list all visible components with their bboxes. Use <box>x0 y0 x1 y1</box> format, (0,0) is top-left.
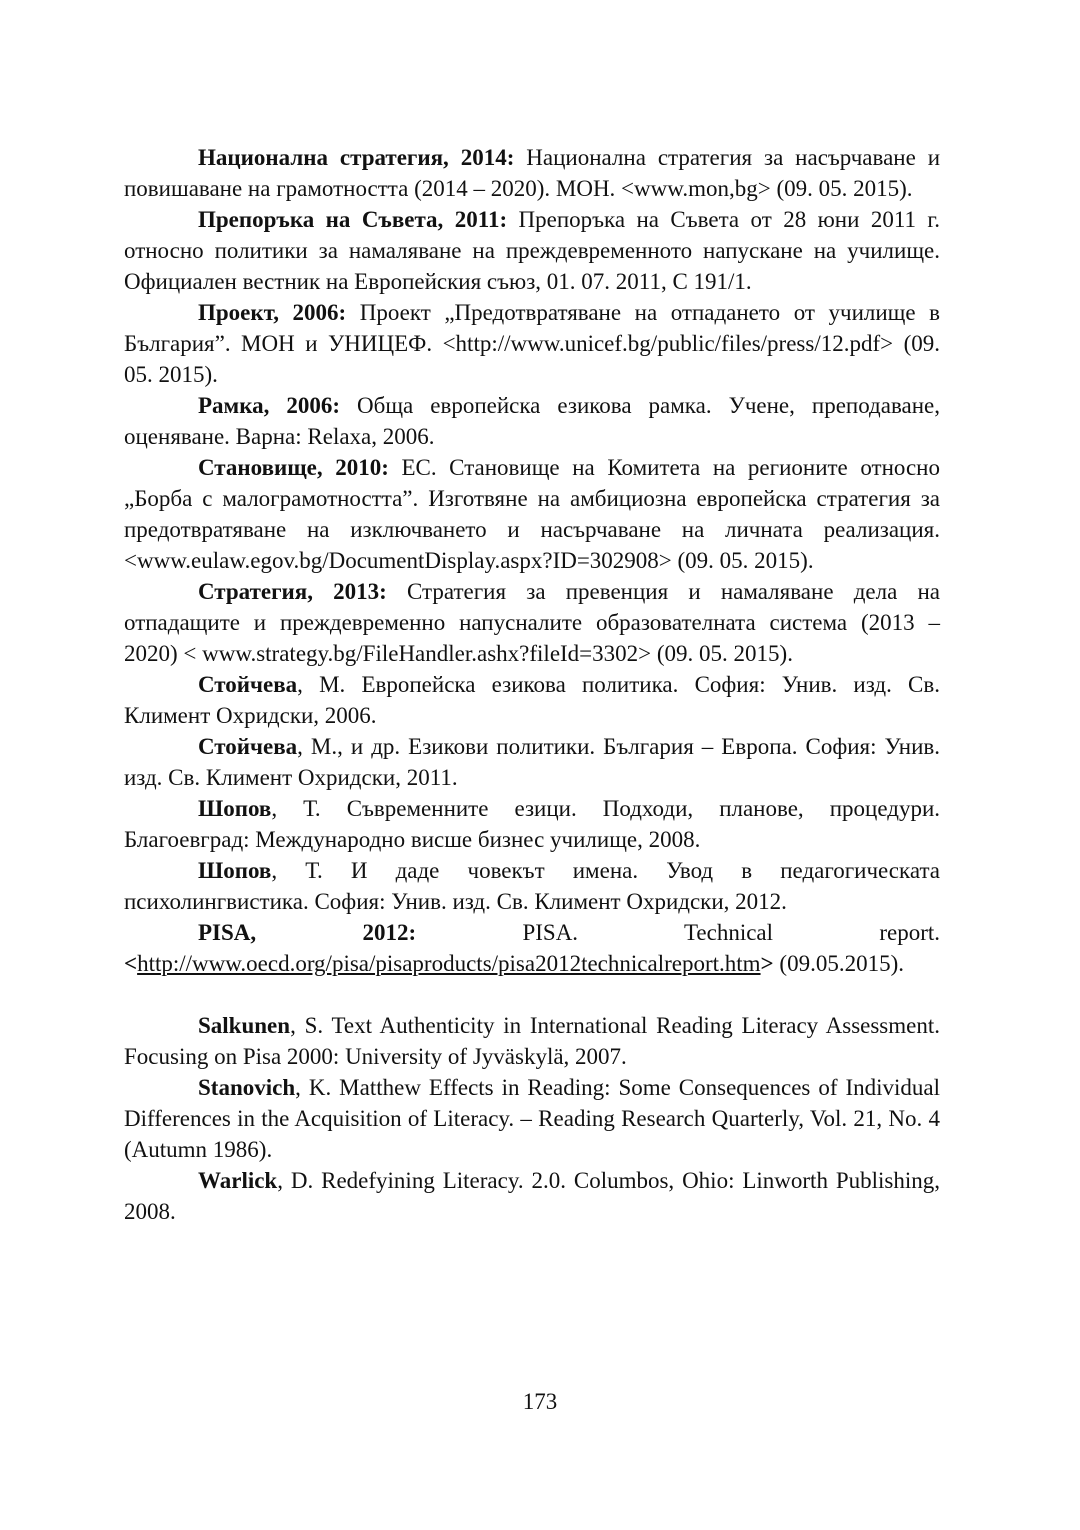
reference-author: Препоръка на Съвета, 2011: <box>198 207 508 232</box>
reference-text: PISA. Technical report. <box>416 920 941 945</box>
reference-entry <box>124 731 940 793</box>
reference-text: Проект „Предотвратяване на отпадането от училище в България”. МОН и УНИЦЕФ. <http://www.unicef.bg/public/files/press/12.pdf> (09. 05. 2015). <box>124 300 940 387</box>
reference-entry <box>124 297 940 390</box>
reference-author: Проект, 2006: <box>198 300 347 325</box>
reference-entry <box>124 1165 940 1227</box>
reference-author: Стойчева <box>198 672 298 697</box>
pisa-report-link[interactable]: http://www.oecd.org/pisa/pisaproducts/pisa2012technicalreport.htm <box>137 951 761 976</box>
section-spacer <box>124 979 940 1010</box>
open-bracket: < <box>124 951 138 976</box>
reference-text: ЕС. Становище на Комитета на регионите относно „Борба с малограмотността”. Изготвяне на амбициозна европейска стратегия за предотвратяване на изключването и насърчаване на личната реализация. <www.eulaw.egov.bg/DocumentDisplay.aspx?ID=302908> (09. 05. 2015). <box>124 455 940 573</box>
reference-author: Salkunen <box>198 1013 291 1038</box>
reference-entry <box>124 390 940 452</box>
reference-text: Стратегия за превенция и намаляване дела на отпадащите и преждевременно напусналите образователната система (2013 – 2020) < www.strategy.bg/FileHandler.ashx?fileId=3302> (09. 05. 2015). <box>124 579 940 666</box>
reference-entry <box>124 855 940 917</box>
reference-author: Шопов <box>198 858 272 883</box>
reference-author: PISA, 2012: <box>198 920 417 945</box>
reference-text: , Т. И даде човекът имена. Увод в педагогическата психолингвистика. София: Унив. изд. Св. Климент Охридски, 2012. <box>124 858 940 914</box>
reference-author: Шопов <box>198 796 272 821</box>
reference-text: , K. Matthew Effects in Reading: Some Consequences of Individual Differences in the Acquisition of Literacy. – Reading Research Quarterly, Vol. 21, No. 4 (Autumn 1986). <box>124 1075 940 1162</box>
reference-author: Стойчева <box>198 734 298 759</box>
close-bracket: > <box>760 951 774 976</box>
reference-author: Warlick <box>198 1168 278 1193</box>
reference-text: , Т. Съвременните езици. Подходи, планове, процедури. Благоевград: Международно висше бизнес училище, 2008. <box>124 796 940 852</box>
reference-text: , М. Европейска езикова политика. София: Унив. изд. Св. Климент Охридски, 2006. <box>124 672 940 728</box>
reference-text: , D. Redefyining Literacy. 2.0. Columbos, Ohio: Linworth Publishing, 2008. <box>124 1168 940 1224</box>
reference-text: Национална стратегия за насърчаване и повишаване на грамотността (2014 – 2020). МОН. <www.mon,bg> (09. 05. 2015). <box>124 145 941 201</box>
reference-entry <box>124 204 940 297</box>
reference-entry <box>124 576 940 669</box>
reference-entry <box>124 793 940 855</box>
reference-entry <box>124 669 940 731</box>
reference-entry-pisa <box>124 917 940 979</box>
reference-text: , М., и др. Езикови политики. България – Европа. София: Унив. изд. Св. Климент Охридски, 2011. <box>124 734 940 790</box>
reference-text: Обща европейска езикова рамка. Учене, преподаване, оценяване. Варна: Relaxa, 2006. <box>124 393 940 449</box>
reference-entry <box>124 1010 940 1072</box>
reference-text: , S. Text Authenticity in International Reading Literacy Assessment. Focusing on Pisa 2000: University of Jyväskylä, 2007. <box>124 1013 940 1069</box>
reference-author: Становище, 2010: <box>198 455 389 480</box>
reference-author: Stanovich <box>198 1075 296 1100</box>
reference-entry <box>124 452 940 576</box>
reference-author: Стратегия, 2013: <box>198 579 387 604</box>
page-number: 173 <box>522 1389 558 1414</box>
reference-text: Препоръка на Съвета от 28 юни 2011 г. относно политики за намаляване на преждевременното напускане на училище. Официален вестник на Европейския съюз, 01. 07. 2011, C 191/1. <box>124 207 940 294</box>
reference-author: Рамка, 2006: <box>198 393 341 418</box>
reference-entry <box>124 142 940 204</box>
reference-list <box>124 142 940 1227</box>
reference-author: Национална стратегия, 2014: <box>198 145 515 170</box>
reference-date: (09.05.2015). <box>773 951 904 976</box>
reference-entry <box>124 1072 940 1165</box>
